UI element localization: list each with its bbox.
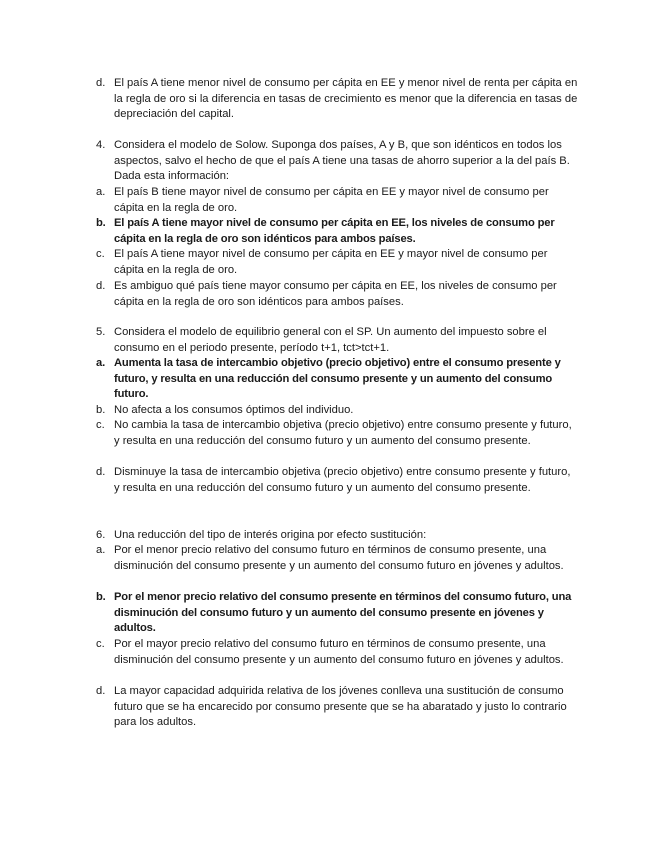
option-a-q6: [96, 543, 578, 574]
question-5: [96, 325, 578, 356]
option-b-q5: [96, 403, 578, 419]
option-text: La mayor capacidad adquirida relativa de los jóvenes conlleva una sustitución de consumo futuro que se ha encarecido por consumo presente que se ha abaratado y justo lo contrario para los adultos.: [114, 685, 567, 729]
option-label: d.: [96, 280, 106, 292]
question-4: [96, 138, 578, 185]
option-d-q4: [96, 279, 578, 310]
option-text: Por el menor precio relativo del consumo futuro en términos de consumo presente, una disminución del consumo presente y un aumento del consumo futuro en jóvenes y adultos.: [114, 544, 564, 572]
option-a-q4: [96, 185, 578, 216]
option-label: a.: [96, 357, 106, 369]
option-d-q6: [96, 684, 578, 731]
option-text: El país B tiene mayor nivel de consumo per cápita en EE y mayor nivel de consumo per cápita en la regla de oro.: [114, 186, 549, 214]
option-text: El país A tiene mayor nivel de consumo per cápita en EE y mayor nivel de consumo per cápita en la regla de oro.: [114, 248, 548, 276]
option-label: b.: [96, 217, 106, 229]
option-a-q5-correct: [96, 356, 578, 403]
option-c-q5: [96, 418, 578, 449]
option-text: El país A tiene mayor nivel de consumo per cápita en EE, los niveles de consumo per cápita en la regla de oro son idénticos para ambos países.: [114, 217, 555, 245]
question-text: Considera el modelo de equilibrio general con el SP. Un aumento del impuesto sobre el consumo en el periodo presente, período t+1, tct>tct+1.: [114, 326, 547, 354]
option-text: Por el menor precio relativo del consumo presente en términos del consumo futuro, una disminución del consumo futuro y un aumento del consumo presente en jóvenes y adultos.: [114, 591, 572, 635]
option-label: d.: [96, 77, 106, 89]
option-text: El país A tiene menor nivel de consumo per cápita en EE y menor nivel de renta per cápita en la regla de oro si la diferencia en tasas de crecimiento es menor que la diferencia en tasas de depreciación del capital.: [114, 77, 578, 121]
option-label: a.: [96, 544, 106, 556]
option-label: c.: [96, 248, 105, 260]
option-text: Por el mayor precio relativo del consumo futuro en términos de consumo presente, una disminución del consumo presente y un aumento del consumo futuro en jóvenes y adultos.: [114, 638, 564, 666]
option-c-q6: [96, 637, 578, 668]
option-label: b.: [96, 591, 106, 603]
option-text: Aumenta la tasa de intercambio objetivo (precio objetivo) entre el consumo presente y futuro, y resulta en una reducción del consumo presente y un aumento del consumo futuro.: [114, 357, 561, 401]
question-text: Considera el modelo de Solow. Suponga dos países, A y B, que son idénticos en todos los aspectos, salvo el hecho de que el país A tiene una tasas de ahorro superior a la del país B. Dada esta información:: [114, 139, 570, 183]
option-label: c.: [96, 638, 105, 650]
option-text: Es ambiguo qué país tiene mayor consumo per cápita en EE, los niveles de consumo per cápita en la regla de oro son idénticos para ambos países.: [114, 280, 557, 308]
question-number: 5.: [96, 326, 106, 338]
option-c-q4: [96, 247, 578, 278]
option-text: No afecta a los consumos óptimos del individuo.: [114, 404, 354, 416]
option-text: No cambia la tasa de intercambio objetiva (precio objetivo) entre consumo presente y futuro, y resulta en una reducción del consumo futuro y un aumento del consumo presente.: [114, 419, 572, 447]
option-label: d.: [96, 466, 106, 478]
option-b-q6-correct: [96, 590, 578, 637]
option-d-q5: [96, 465, 578, 496]
option-label: d.: [96, 685, 106, 697]
option-d-q3: [96, 76, 578, 123]
question-6: [96, 528, 578, 544]
question-text: Una reducción del tipo de interés origina por efecto sustitución:: [114, 529, 427, 541]
question-number: 4.: [96, 139, 106, 151]
question-number: 6.: [96, 529, 106, 541]
option-label: c.: [96, 419, 105, 431]
option-b-q4-correct: [96, 216, 578, 247]
option-label: a.: [96, 186, 106, 198]
option-text: Disminuye la tasa de intercambio objetiva (precio objetivo) entre consumo presente y futuro, y resulta en una reducción del consumo futuro y un aumento del consumo presente.: [114, 466, 571, 494]
option-label: b.: [96, 404, 106, 416]
